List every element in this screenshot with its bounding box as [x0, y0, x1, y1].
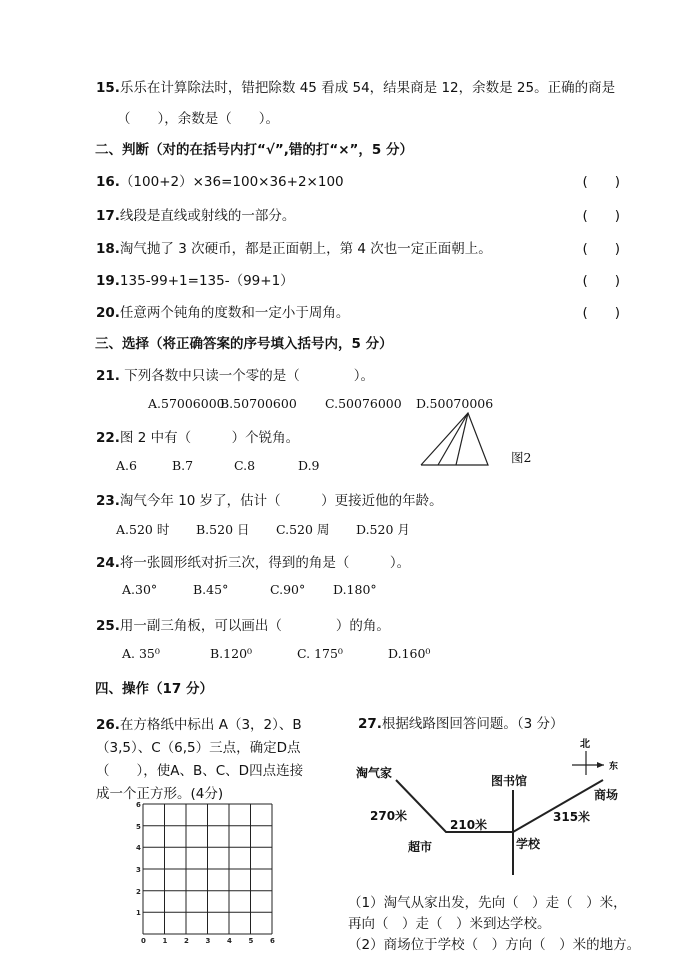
question-number: 17.	[96, 208, 120, 224]
y-tick: 5	[136, 823, 141, 831]
question-number: 21.	[96, 368, 120, 384]
answer-paren[interactable]: ( )	[582, 273, 620, 289]
question-26-line3: （ ），使A、B、C、D四点连接	[96, 763, 304, 779]
coordinate-grid[interactable]	[126, 798, 282, 948]
question-number: 26.	[96, 717, 120, 733]
east-label: 东	[609, 762, 619, 772]
distance-label: 315米	[553, 810, 591, 824]
answer-paren[interactable]: ( )	[582, 174, 620, 190]
y-tick: 6	[136, 801, 141, 809]
y-tick: 1	[136, 909, 141, 917]
option-a: A. 35⁰	[122, 646, 160, 661]
question-text: 淘气抛了 3 次硬币，都是正面朝上，第 4 次也一定正面朝上。	[119, 241, 492, 257]
compass-icon	[572, 738, 618, 775]
question-number: 15.	[96, 80, 120, 96]
section-3-title: 三、选择（将正确答案的序号填入括号内，5 分）	[95, 336, 393, 352]
distance-label: 270米	[370, 809, 408, 823]
question-number: 25.	[96, 618, 120, 634]
x-tick: 1	[162, 937, 168, 945]
x-tick: 4	[227, 937, 232, 945]
question-text: 在方格纸中标出 A（3，2）、B	[119, 717, 302, 733]
section-4-title: 四、操作（17 分）	[95, 681, 213, 697]
question-number: 24.	[96, 555, 120, 571]
question-26-line2: （3,5）、C（6,5）三点，确定D点	[96, 740, 301, 756]
x-tick: 3	[205, 937, 211, 945]
choice-question-22	[96, 426, 299, 446]
option-a: A.6	[116, 458, 137, 473]
distance-label: 210米	[450, 818, 488, 832]
choice-question-23	[96, 489, 443, 509]
question-text: 下列各数中只读一个零的是（ ）。	[124, 368, 374, 384]
option-c: C.50076000	[325, 396, 402, 411]
option-b: B.520 日	[196, 522, 250, 537]
question-text: 线段是直线或射线的一部分。	[119, 208, 296, 224]
choice-question-25	[96, 614, 390, 634]
option-d: D.50070006	[416, 396, 494, 411]
question-text: 乐乐在计算除法时，错把除数 45 看成 54，结果商是 12，余数是 25。正确的商是	[119, 80, 616, 96]
option-a: A.57006000	[148, 396, 225, 411]
question-27-sub1-line1: （1）淘气从家出发，先向（ ）走（ ）米，	[348, 895, 627, 911]
question-26-line1	[96, 713, 302, 733]
option-d: D.180°	[333, 582, 377, 597]
choice-question-24	[96, 551, 410, 571]
question-number: 27.	[358, 716, 382, 732]
supermarket-label: 超市	[408, 840, 433, 854]
judge-item-16	[96, 170, 344, 190]
option-b: B.50700600	[220, 396, 297, 411]
y-tick: 4	[136, 844, 141, 852]
x-tick: 6	[270, 937, 275, 945]
judge-item-20	[96, 301, 349, 321]
question-number: 22.	[96, 430, 120, 446]
section-2-title: 二、判断（对的在括号内打“√”,错的打“×”，5 分）	[95, 142, 414, 158]
option-d: D.520 月	[356, 522, 410, 537]
option-b: B.120⁰	[210, 646, 253, 661]
question-text: （100+2）×36=100×36+2×100	[119, 174, 344, 190]
question-27-sub1-line2: 再向（ ）走（ ）米到达学校。	[348, 916, 551, 932]
north-label: 北	[580, 739, 590, 750]
home-label: 淘气家	[356, 766, 393, 780]
x-tick: 2	[184, 937, 189, 945]
question-number: 23.	[96, 493, 120, 509]
question-text: 135-99+1=135-（99+1）	[119, 273, 294, 289]
question-number: 19.	[96, 273, 120, 289]
question-15-line2: （ ），余数是（ ）。	[117, 111, 279, 127]
question-15-line1	[96, 76, 615, 96]
question-26-line4: 成一个正方形。(4分)	[96, 786, 224, 802]
triangle-figure	[418, 410, 492, 468]
judge-item-19	[96, 269, 294, 289]
judge-item-17	[96, 204, 295, 224]
question-27-sub2: （2）商场位于学校（ ）方向（ ）米的地方。	[348, 937, 641, 953]
answer-paren[interactable]: ( )	[582, 305, 620, 321]
x-tick: 0	[141, 937, 146, 945]
x-tick: 5	[248, 937, 254, 945]
option-d: D.160⁰	[388, 646, 431, 661]
option-a: A.520 时	[116, 522, 170, 537]
question-text: 淘气今年 10 岁了，估计（ ）更接近他的年龄。	[119, 493, 443, 509]
option-b: B.45°	[193, 582, 229, 597]
library-label: 图书馆	[491, 774, 528, 788]
question-text: 图 2 中有（ ）个锐角。	[119, 430, 300, 446]
option-c: C. 175⁰	[297, 646, 343, 661]
question-text: 任意两个钝角的度数和一定小于周角。	[119, 305, 350, 321]
y-tick: 2	[136, 888, 141, 896]
answer-paren[interactable]: ( )	[582, 208, 620, 224]
question-text: 根据线路图回答问题。（3 分）	[381, 716, 564, 732]
choice-question-21	[96, 364, 374, 384]
question-27-title	[358, 712, 564, 732]
option-d: D.9	[298, 458, 320, 473]
question-number: 20.	[96, 305, 120, 321]
school-label: 学校	[516, 837, 541, 851]
question-text: 将一张圆形纸对折三次，得到的角是（ ）。	[119, 555, 411, 571]
route-map	[350, 735, 640, 885]
question-text: 用一副三角板，可以画出（ ）的角。	[119, 618, 390, 634]
judge-item-18	[96, 237, 492, 257]
figure-label: 图2	[511, 450, 532, 465]
option-a: A.30°	[122, 582, 158, 597]
option-b: B.7	[172, 458, 194, 473]
question-number: 16.	[96, 174, 120, 190]
y-tick: 3	[136, 866, 141, 874]
question-number: 18.	[96, 241, 120, 257]
option-c: C.8	[234, 458, 256, 473]
market-label: 商场	[594, 788, 619, 802]
option-c: C.90°	[270, 582, 306, 597]
option-c: C.520 周	[276, 522, 330, 537]
answer-paren[interactable]: ( )	[582, 241, 620, 257]
